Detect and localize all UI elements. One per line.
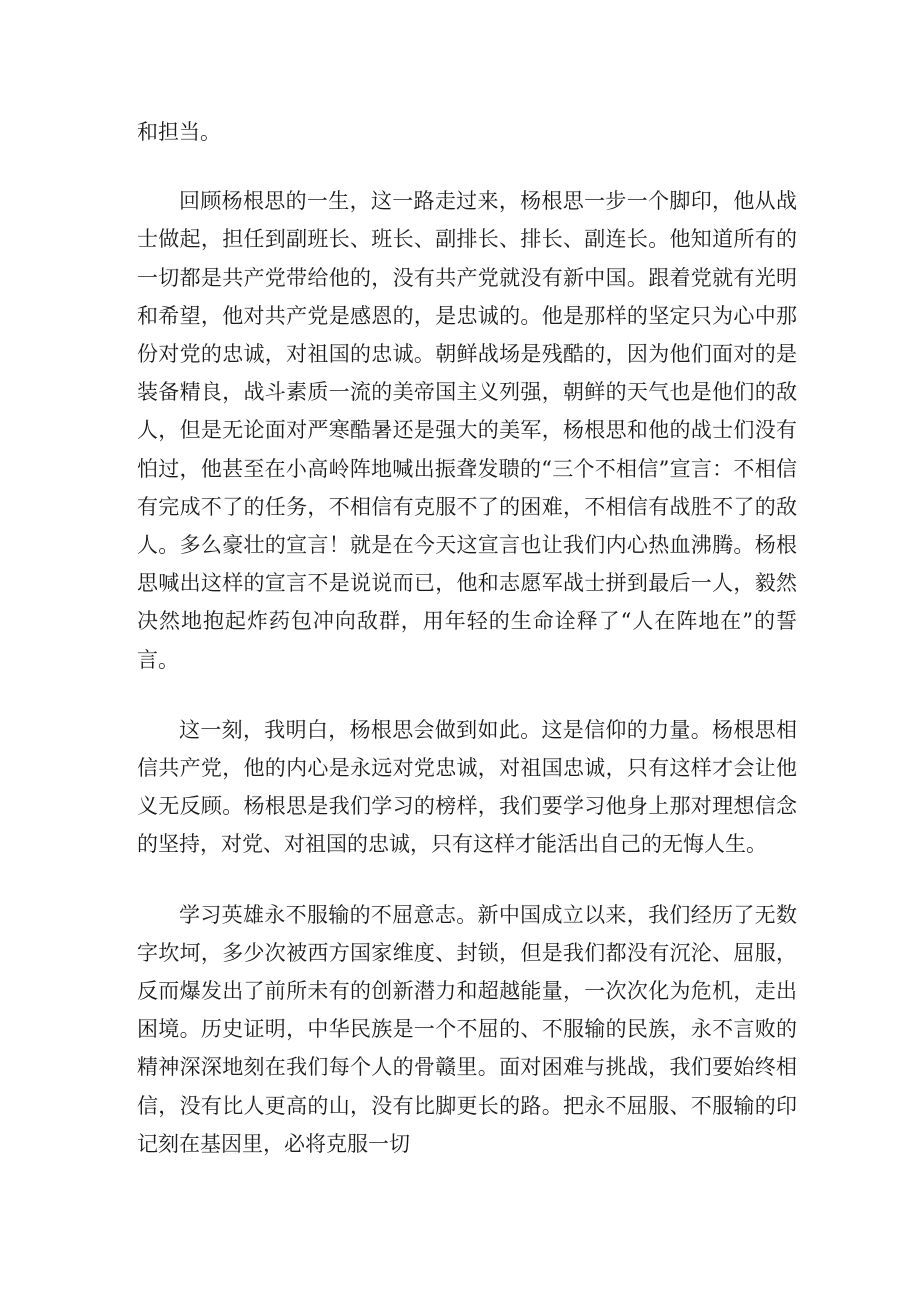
paragraph-yang-gensi-life: 回顾杨根思的一生，这一路走过来，杨根思一步一个脚印，他从战士做起，担任到副班长、班长、副排长、排长、副连长。他知道所有的一切都是共产党带给他的，没有共产党就没有新中国。跟着党就有光明和希望，他对共产党是感恩的，是忠诚的。他是那样的坚定只为心中那份对党的忠诚，对祖国的忠诚。朝鲜战场是残酷的，因为他们面对的是装备精良，战斗素质一流的美帝国主义列强，朝鲜的天气也是他们的敌人，但是无论面对严寒酷暑还是强大的美军，杨根思和他的战士们没有怕过，他甚至在小高岭阵地喊出振聋发聩的“三个不相信”宣言：不相信有完成不了的任务，不相信有克服不了的困难，不相信有战胜不了的敌人。多么豪壮的宣言！就是在今天这宣言也让我们内心热血沸腾。杨根思喊出这样的宣言不是说说而已，他和志愿军战士拼到最后一人，毅然决然地抱起炸药包冲向敌群，用年轻的生命诠释了“人在阵地在”的誓言。 bbox=[137, 189, 797, 672]
paragraph-power-of-faith: 这一刻，我明白，杨根思会做到如此。这是信仰的力量。杨根思相信共产党，他的内心是永远对党忠诚，对祖国忠诚，只有这样才会让他义无反顾。杨根思是我们学习的榜样，我们要学习他身上那对理想信念的坚持，对党、对祖国的忠诚，只有这样才能活出自己的无悔人生。 bbox=[137, 717, 797, 857]
document-body bbox=[137, 113, 797, 1163]
paragraph-continuation: 和担当。 bbox=[137, 120, 221, 144]
paragraph-unyielding-will: 学习英雄永不服输的不屈意志。新中国成立以来，我们经历了无数字坎坷，多少次被西方国家维度、封锁，但是我们都没有沉沦、屈服，反而爆发出了前所未有的创新潜力和超越能量，一次次化为危机，走出困境。历史证明，中华民族是一个不屈的、不服输的民族，永不言败的精神深深地刻在我们每个人的骨赣里。面对困难与挑战，我们要始终相信，没有比人更高的山，没有比脚更长的路。把永不屈服、不服输的印记刻在基因里，必将克服一切 bbox=[137, 902, 797, 1156]
